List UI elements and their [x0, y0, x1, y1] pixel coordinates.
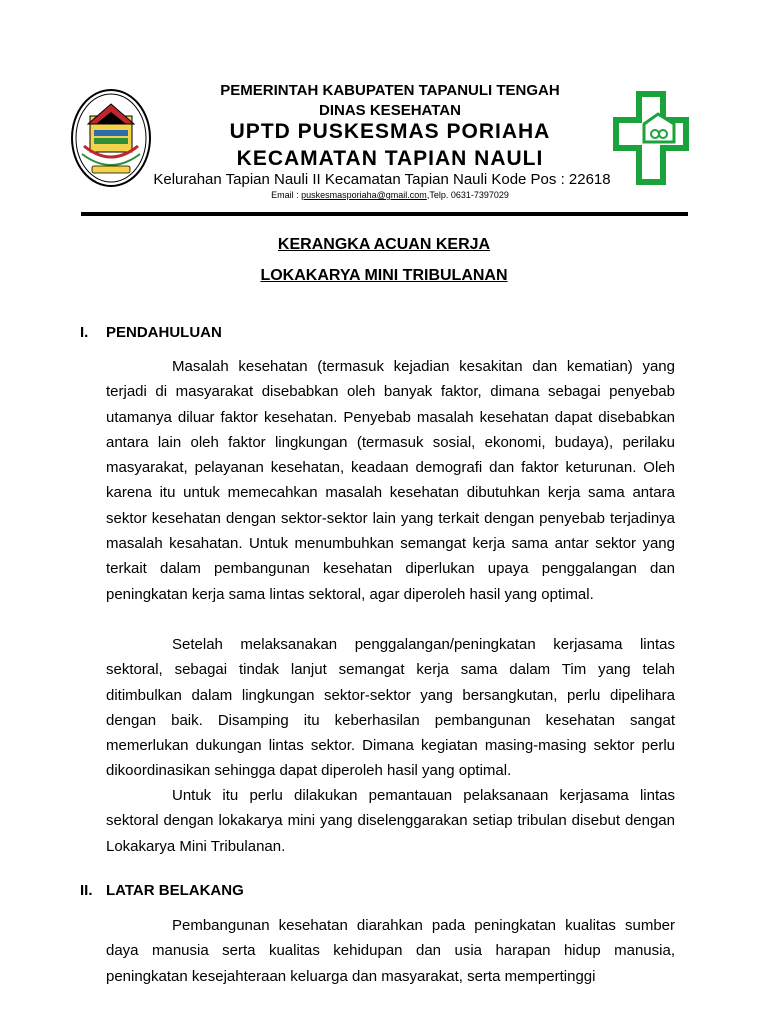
email-link[interactable]: puskesmasporiaha@gmail.com [301, 190, 427, 200]
section-title: PENDAHULUAN [106, 324, 222, 341]
email-label: Email : [271, 190, 302, 200]
paragraph: Untuk itu perlu dilakukan pemantauan pelaksanaan kerjasama lintas sektoral dengan lokakarya mini yang diselenggarakan setiap tribulan disebut dengan Lokakarya Mini Tribulanan. [106, 787, 675, 855]
department-name: DINAS KESEHATAN [319, 102, 461, 119]
section-heading-latar-belakang [80, 882, 244, 899]
paragraph: Masalah kesehatan (termasuk kejadian kesakitan dan kematian) yang terjadi di masyarakat disebabkan oleh banyak faktor, dimana sebagai penyebab utamanya diluar faktor kesehatan. Penyebab masalah kesehatan dapat disebabkan antara lain oleh faktor lingkungan (termasuk sosial, ekonomi, budaya), perilaku masyarakat, pelayanan kesehatan, keadaan demografi dan faktor keturunan. Oleh karena itu untuk memecahkan masalah kesehatan dibutuhkan kerja sama antara sektor kesehatan dengan sektor-sektor lain yang terkait dengan penyebab terjadinya masalah kesahatan. Untuk menumbuhkan semangat kerja sama antar sektor yang terkait dalam pembangunan kesehatan diperlukan upaya penggalangan dan peningkatan kerja sama lintas sektoral, agar diperoleh hasil yang optimal. [106, 358, 675, 603]
district-name: KECAMATAN TAPIAN NAULI [236, 147, 544, 170]
letterhead [0, 0, 768, 220]
paragraph: Pembangunan kesehatan diarahkan pada peningkatan kualitas sumber daya manusia serta kualitas kehidupan dan usia harapan hidup manusia, peningkatan kesejahteraan keluarga dan masyarakat, serta mempertinggi [106, 917, 675, 985]
contact-line [140, 190, 640, 200]
section-heading-pendahuluan [80, 324, 222, 341]
document-subtitle: LOKAKARYA MINI TRIBULANAN [260, 267, 508, 284]
document-title: KERANGKA ACUAN KERJA [277, 236, 491, 253]
government-name: PEMERINTAH KABUPATEN TAPANULI TENGAH [220, 82, 560, 99]
puskesmas-cross-icon [612, 90, 690, 186]
section-title: LATAR BELAKANG [106, 882, 244, 899]
letterhead-divider [81, 212, 688, 216]
section-number: I. [80, 324, 89, 341]
institution-name: UPTD PUSKESMAS PORIAHA [229, 120, 551, 143]
paragraph: Setelah melaksanakan penggalangan/peningkatan kerjasama lintas sektoral, sebagai tindak lanjut semangat kerja sama dalam Tim yang telah ditimbulkan dalam lingkungan sektor-sektor yang bersangkutan, perlu dipelihara dengan baik. Disamping itu keberhasilan pembangunan kesehatan sangat memerlukan dukungan lintas sektor. Dimana kegiatan masing-masing sektor perlu dikoordinasikan sehingga dapat diperoleh hasil yang optimal. [106, 636, 675, 780]
phone-text: ,Telp. 0631-7397029 [426, 190, 509, 200]
address-line: Kelurahan Tapian Nauli II Kecamatan Tapian Nauli Kode Pos : 22618 [153, 171, 611, 188]
section-number: II. [80, 882, 93, 899]
